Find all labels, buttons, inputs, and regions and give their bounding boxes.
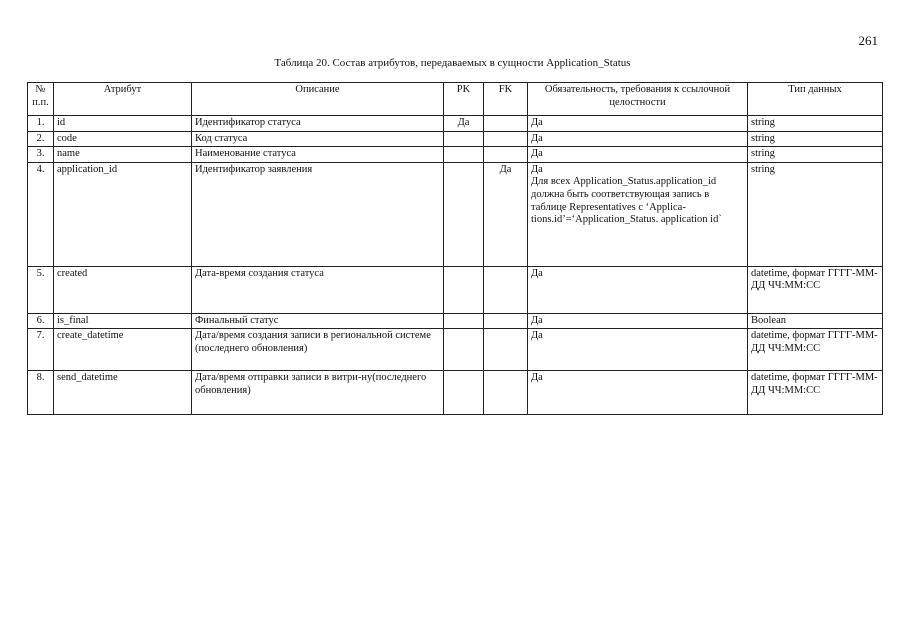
header-type: Тип данных bbox=[748, 83, 883, 116]
cell-attribute: is_final bbox=[54, 313, 192, 329]
cell-type: string bbox=[748, 116, 883, 132]
cell-num: 5. bbox=[28, 266, 54, 313]
table-caption: Таблица 20. Состав атрибутов, передаваемых в сущности Application_Status bbox=[274, 57, 631, 69]
table-row bbox=[28, 131, 883, 147]
cell-pk bbox=[444, 371, 484, 415]
cell-required: Да bbox=[528, 371, 748, 415]
cell-description: Дата/время создания записи в региональной системе (последнего обновления) bbox=[192, 329, 444, 371]
cell-attribute: send_datetime bbox=[54, 371, 192, 415]
table-row bbox=[28, 371, 883, 415]
cell-description: Дата/время отправки записи в витри-ну(последнего обновления) bbox=[192, 371, 444, 415]
header-num: № п.п. bbox=[28, 83, 54, 116]
table-row bbox=[28, 266, 883, 313]
cell-fk bbox=[484, 266, 528, 313]
cell-type: datetime, формат ГГГГ-ММ-ДД ЧЧ:ММ:СС bbox=[748, 371, 883, 415]
cell-required: Да Для всех Application_Status.application_id должна быть соответствующая запись в таблице Representatives с ‘Applica-tions.id’=‘Application_Status. application id` bbox=[528, 162, 748, 266]
page-number: 261 bbox=[858, 33, 878, 48]
cell-type: string bbox=[748, 147, 883, 163]
header-attribute: Атрибут bbox=[54, 83, 192, 116]
cell-num: 2. bbox=[28, 131, 54, 147]
cell-pk bbox=[444, 131, 484, 147]
cell-type: string bbox=[748, 131, 883, 147]
table-row bbox=[28, 162, 883, 266]
cell-fk: Да bbox=[484, 162, 528, 266]
cell-attribute: id bbox=[54, 116, 192, 132]
cell-attribute: application_id bbox=[54, 162, 192, 266]
table-row bbox=[28, 147, 883, 163]
cell-attribute: code bbox=[54, 131, 192, 147]
table-row bbox=[28, 313, 883, 329]
cell-attribute: name bbox=[54, 147, 192, 163]
cell-required: Да bbox=[528, 147, 748, 163]
cell-description: Дата-время создания статуса bbox=[192, 266, 444, 313]
cell-num: 1. bbox=[28, 116, 54, 132]
cell-attribute: created bbox=[54, 266, 192, 313]
cell-description: Код статуса bbox=[192, 131, 444, 147]
cell-description: Идентификатор заявления bbox=[192, 162, 444, 266]
header-fk: FK bbox=[484, 83, 528, 116]
cell-required: Да bbox=[528, 329, 748, 371]
cell-type: Boolean bbox=[748, 313, 883, 329]
cell-required: Да bbox=[528, 313, 748, 329]
cell-type: datetime, формат ГГГГ-ММ-ДД ЧЧ:ММ:СС bbox=[748, 329, 883, 371]
cell-pk bbox=[444, 147, 484, 163]
cell-required: Да bbox=[528, 131, 748, 147]
cell-description: Идентификатор статуса bbox=[192, 116, 444, 132]
cell-num: 4. bbox=[28, 162, 54, 266]
cell-num: 6. bbox=[28, 313, 54, 329]
cell-num: 7. bbox=[28, 329, 54, 371]
cell-type: datetime, формат ГГГГ-ММ-ДД ЧЧ:ММ:СС bbox=[748, 266, 883, 313]
cell-pk bbox=[444, 329, 484, 371]
cell-pk bbox=[444, 313, 484, 329]
attributes-table bbox=[27, 82, 883, 415]
cell-type: string bbox=[748, 162, 883, 266]
header-description: Описание bbox=[192, 83, 444, 116]
cell-fk bbox=[484, 147, 528, 163]
cell-pk bbox=[444, 162, 484, 266]
cell-description: Финальный статус bbox=[192, 313, 444, 329]
cell-pk bbox=[444, 266, 484, 313]
table-row bbox=[28, 329, 883, 371]
cell-fk bbox=[484, 131, 528, 147]
table-row bbox=[28, 116, 883, 132]
cell-fk bbox=[484, 313, 528, 329]
header-row bbox=[28, 83, 883, 116]
cell-num: 3. bbox=[28, 147, 54, 163]
cell-fk bbox=[484, 116, 528, 132]
cell-fk bbox=[484, 371, 528, 415]
header-required: Обязательность, требования к ссылочной целостности bbox=[528, 83, 748, 116]
cell-required: Да bbox=[528, 116, 748, 132]
header-pk: PK bbox=[444, 83, 484, 116]
cell-description: Наименование статуса bbox=[192, 147, 444, 163]
cell-attribute: create_datetime bbox=[54, 329, 192, 371]
cell-fk bbox=[484, 329, 528, 371]
cell-required: Да bbox=[528, 266, 748, 313]
cell-pk: Да bbox=[444, 116, 484, 132]
cell-num: 8. bbox=[28, 371, 54, 415]
